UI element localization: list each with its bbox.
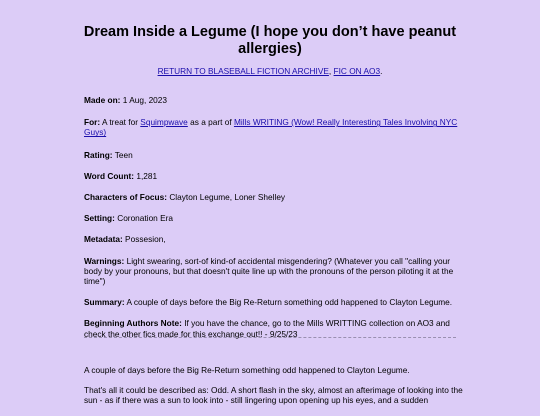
made-on-label: Made on:: [84, 95, 121, 105]
warnings-value: Light swearing, sort-of kind-of accidental misgendering? (Whatever you call "calling your body by your pronouns, but that doesn't quite line up with the pronouns of the person piloting it at the time"): [84, 255, 454, 287]
link-separator: ,: [328, 66, 334, 76]
author-note-row: [84, 318, 464, 338]
word-count-row: [84, 171, 464, 181]
summary-value: A couple of days before the Big Re-Return something odd happened to Clayton Legume.: [126, 297, 453, 308]
warnings-label: Warnings:: [84, 255, 125, 266]
summary-label: Summary:: [84, 297, 125, 308]
recipient-link[interactable]: Squimpwave: [140, 117, 188, 128]
page-title: Dream Inside a Legume (I hope you don’t have peanut allergies): [83, 24, 457, 57]
section-divider: [84, 337, 456, 338]
story-paragraph: That's all it could be described as: Odd. A short flash in the sky, almost an afterimage of looking into the sun - as if there was a sun to look into - still lingering upon opening up his eyes, and a sudden: [84, 385, 463, 406]
fic-metadata: [84, 95, 464, 350]
author-note-label: Beginning Authors Note:: [84, 318, 182, 329]
rating-label: Rating:: [84, 149, 113, 160]
summary-row: [84, 297, 464, 307]
setting-row: [84, 213, 464, 223]
ao3-link[interactable]: FIC ON AO3: [333, 66, 381, 76]
collection-link[interactable]: Mills WRITING (Wow! Really Interesting Tales Involving NYC Guys): [84, 117, 458, 138]
setting-value: Coronation Era: [117, 213, 174, 224]
metadata-label: Metadata:: [84, 234, 123, 245]
metadata-row: [84, 234, 464, 244]
link-end: .: [380, 66, 383, 76]
made-on-row: [84, 95, 464, 105]
word-count-value: 1,281: [136, 170, 158, 181]
story-paragraph: A couple of days before the Big Re-Return something odd happened to Clayton Legume.: [84, 365, 410, 375]
warnings-row: [84, 256, 464, 287]
setting-label: Setting:: [84, 213, 115, 224]
for-prefix: A treat for: [102, 117, 138, 128]
characters-row: [84, 192, 464, 202]
for-middle: as a part of: [190, 117, 232, 128]
made-on-value: 1 Aug, 2023: [122, 95, 168, 105]
for-label: For:: [84, 117, 101, 128]
story-body: [84, 365, 464, 416]
characters-label: Characters of Focus:: [84, 192, 167, 203]
rating-value: Teen: [114, 149, 133, 160]
archive-link[interactable]: RETURN TO BLASEBALL FICTION ARCHIVE: [157, 66, 329, 76]
metadata-value: Possesion,: [125, 234, 166, 245]
rating-row: [84, 150, 464, 160]
nav-links: [0, 66, 540, 76]
characters-value: Clayton Legume, Loner Shelley: [169, 192, 286, 203]
for-row: [84, 117, 464, 137]
author-note-value: If you have the chance, go to the Mills WRITTING collection on AO3 and check the other fics made for this exchange out!! - 9/25/23: [84, 318, 450, 339]
word-count-label: Word Count:: [84, 170, 135, 181]
